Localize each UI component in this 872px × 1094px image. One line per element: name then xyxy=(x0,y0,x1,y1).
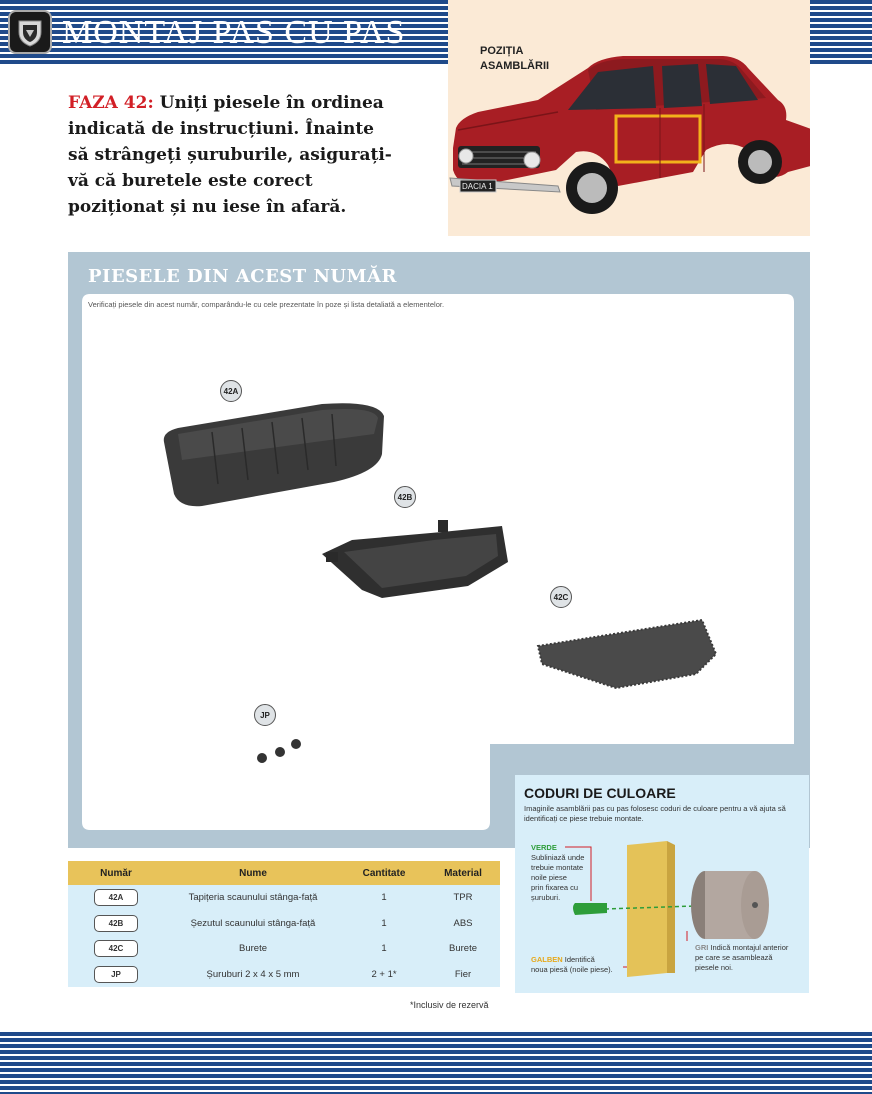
parts-area xyxy=(82,294,794,830)
parts-intro: Verificați piesele din acest număr, comparându-le cu cele prezentate în poze și lista detaliată a elementelor. xyxy=(88,300,445,309)
color-codes-intro: Imaginile asamblării pas cu pas folosesc coduri de culoare pentru a vă ajuta să identificați ce piese trebuie montate. xyxy=(524,804,786,823)
part-42b-tab xyxy=(326,552,338,562)
row-qty: 1 xyxy=(381,892,387,904)
row-material: TPR xyxy=(453,892,473,904)
grey-line-3: piesele noi. xyxy=(695,963,733,972)
table-row xyxy=(68,911,500,937)
part-label-jp: JP xyxy=(254,704,276,726)
green-key: VERDE xyxy=(531,843,557,852)
grey-cylinder-hole xyxy=(752,902,758,908)
caption-line-2: ASAMBLĂRII xyxy=(480,60,550,72)
row-material: ABS xyxy=(453,917,473,929)
green-line-2: trebuie montate xyxy=(531,863,584,872)
caption-line-1: POZIȚIA xyxy=(480,45,524,57)
car-hubcap-front xyxy=(577,173,607,203)
row-code: 42A xyxy=(94,889,138,906)
parts-table xyxy=(68,861,500,987)
green-line-1: Subliniază unde xyxy=(531,853,585,862)
header-name: Nume xyxy=(239,867,267,879)
header-number: Număr xyxy=(100,867,132,879)
part-label-42c: 42C xyxy=(550,586,572,608)
row-name: Tapițeria scaunului stânga-față xyxy=(188,892,318,904)
color-codes-title: CODURI DE CULOARE xyxy=(524,785,676,801)
car-headlight-right xyxy=(524,152,540,168)
part-jp-screw xyxy=(257,753,267,763)
header-material: Material xyxy=(444,867,482,879)
green-line-4: prin fixarea cu xyxy=(531,883,579,892)
color-codes-panel xyxy=(515,775,809,993)
step-instruction xyxy=(68,90,398,220)
table-row xyxy=(68,885,500,911)
car-headlight-left xyxy=(459,149,473,163)
parts-heading: PIESELE DIN ACEST NUMĂR xyxy=(88,266,397,287)
car-hubcap-rear xyxy=(748,150,772,174)
green-screw-icon xyxy=(573,903,607,915)
table-header xyxy=(68,861,500,885)
row-name: Șuruburi 2 x 4 x 5 mm xyxy=(206,968,300,980)
header-quantity: Cantitate xyxy=(362,867,406,879)
yellow-line-2: noua piesă (noile piese). xyxy=(531,965,613,974)
row-material: Fier xyxy=(454,968,472,980)
row-code: 42B xyxy=(94,915,138,932)
part-label-42b: 42B xyxy=(394,486,416,508)
row-name: Burete xyxy=(239,943,267,955)
row-qty: 1 xyxy=(381,917,387,929)
row-code: 42C xyxy=(94,940,138,957)
part-42b-tab xyxy=(438,520,448,532)
row-name: Șezutul scaunului stânga-față xyxy=(190,917,316,929)
part-jp-screw xyxy=(291,739,301,749)
table-footnote: *Inclusiv de rezervă xyxy=(410,1000,489,1010)
green-leader-line xyxy=(565,847,591,901)
grey-key: GRI xyxy=(695,943,709,952)
row-material: Burete xyxy=(449,943,477,955)
car-plate-text: DACIA 1 xyxy=(462,182,493,191)
table-row xyxy=(68,962,500,988)
green-line-3: noile piese xyxy=(531,873,567,882)
part-jp-screw xyxy=(275,747,285,757)
row-code: JP xyxy=(94,966,138,983)
part-label-42a: 42A xyxy=(220,380,242,402)
parts-section xyxy=(68,252,810,848)
step-label: FAZA 42: xyxy=(68,93,154,113)
row-qty: 2 + 1* xyxy=(371,968,397,980)
step-body: Uniți piesele în ordinea indicată de instrucțiuni. Înainte să strângeți șuruburile, asigurați-vă că buretele este corect poziționat și nu iese în afară. xyxy=(68,93,392,217)
grey-line-2: pe care se asamblează xyxy=(695,953,773,962)
color-codes-diagram xyxy=(515,775,809,993)
yellow-line-1: Identifică xyxy=(562,955,595,964)
row-qty: 1 xyxy=(381,943,387,955)
dacia-shield-icon xyxy=(8,10,52,54)
assembly-position-panel xyxy=(448,0,810,236)
table-row xyxy=(68,936,500,962)
car-window-middle xyxy=(662,64,702,108)
yellow-part-block xyxy=(627,841,667,977)
green-line-5: șuruburi. xyxy=(531,893,561,902)
car-illustration xyxy=(448,0,810,236)
footer-stripes xyxy=(0,1032,872,1094)
page-title: MONTAJ PAS CU PAS xyxy=(62,14,406,51)
yellow-key: GALBEN xyxy=(531,955,563,964)
grey-line-1: Indică montajul anterior xyxy=(708,943,789,952)
